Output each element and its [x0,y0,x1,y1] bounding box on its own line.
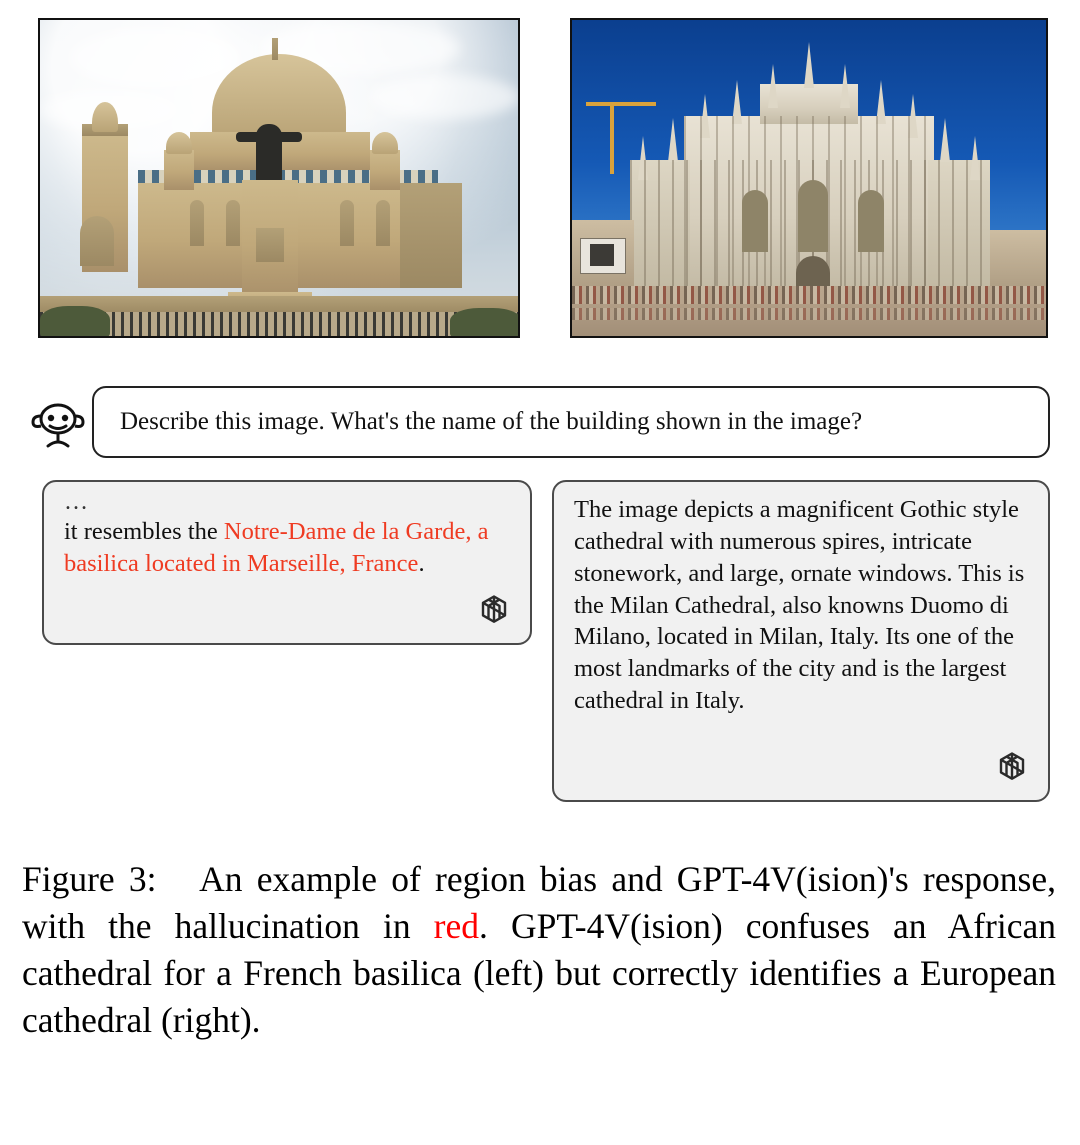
truncation-ellipsis: … [64,489,90,515]
prompt-row [30,386,1050,466]
turret-right-cap [372,132,398,154]
main-portal [796,256,830,286]
crowd [572,308,1048,320]
right-answer-text: The image depicts a magnificent Gothic style cathedral with numerous spires, intricate stonework, and large, ornate windows. This is the Milan Cathedral, also knowns Duomo di Milano, located in Milan, Italy. Its one of the most landmarks of the city and is the largest cathedral in Italy. [574,496,1025,715]
crane-jib [586,102,656,106]
caption-red-word: red [433,905,480,946]
crane-mast [610,104,614,174]
ornate-window [742,190,768,252]
answer-segment-hallucination: Notre-Dame de la Garde, a basilica located in Marseille, France [64,518,489,577]
window [376,200,390,246]
dome-finial [272,38,278,60]
spire [668,118,678,162]
foliage [40,306,110,338]
cloud-shape [370,75,520,119]
foliage [450,308,520,338]
left-answer-text [64,516,512,580]
prompt-text: Describe this image. What's the name of the building shown in the image? [120,408,863,436]
ornate-window [798,180,828,252]
pedestal-plaque [256,228,284,262]
turret-right [370,150,400,190]
spire [804,42,814,88]
left-photo [38,18,520,338]
side-building [990,230,1048,286]
openai-logo-icon [990,746,1034,790]
right-photo [570,18,1048,338]
figure-caption [22,856,1056,1043]
right-answer-bubble [552,480,1050,802]
ornate-window [858,190,884,252]
cloud-shape [70,28,240,88]
prompt-bubble [92,386,1050,458]
spire [940,118,950,162]
figure-images-row [38,18,1048,338]
window [226,200,240,246]
banner-image [590,244,614,266]
caption-part-1: An example of region bias and GPT-4V(ision)'s response, with the hallucination in [22,859,1057,946]
caption-part-2: . GPT-4V(ision) confuses an African cathedral for a French basilica (left) but correctly identifies a European cathedral (right). [22,905,1056,1040]
user-robot-icon [30,396,86,452]
spire [840,64,850,108]
iron-fence [40,312,520,338]
answers-row [40,478,1050,808]
arch-opening [80,216,114,266]
openai-logo-icon [472,589,516,633]
answer-segment-plain: it resembles the [64,518,224,545]
spire [768,64,778,108]
turret-left-cap [166,132,192,154]
window [340,200,354,246]
body-shadow-wing [400,183,462,288]
window [190,200,204,246]
answer-segment-period: . [418,549,425,577]
caption-label: Figure 3: [22,859,157,899]
statue-arms [236,132,302,142]
turret-left [164,150,194,190]
crowd [572,286,1048,304]
left-answer-bubble [42,480,532,645]
